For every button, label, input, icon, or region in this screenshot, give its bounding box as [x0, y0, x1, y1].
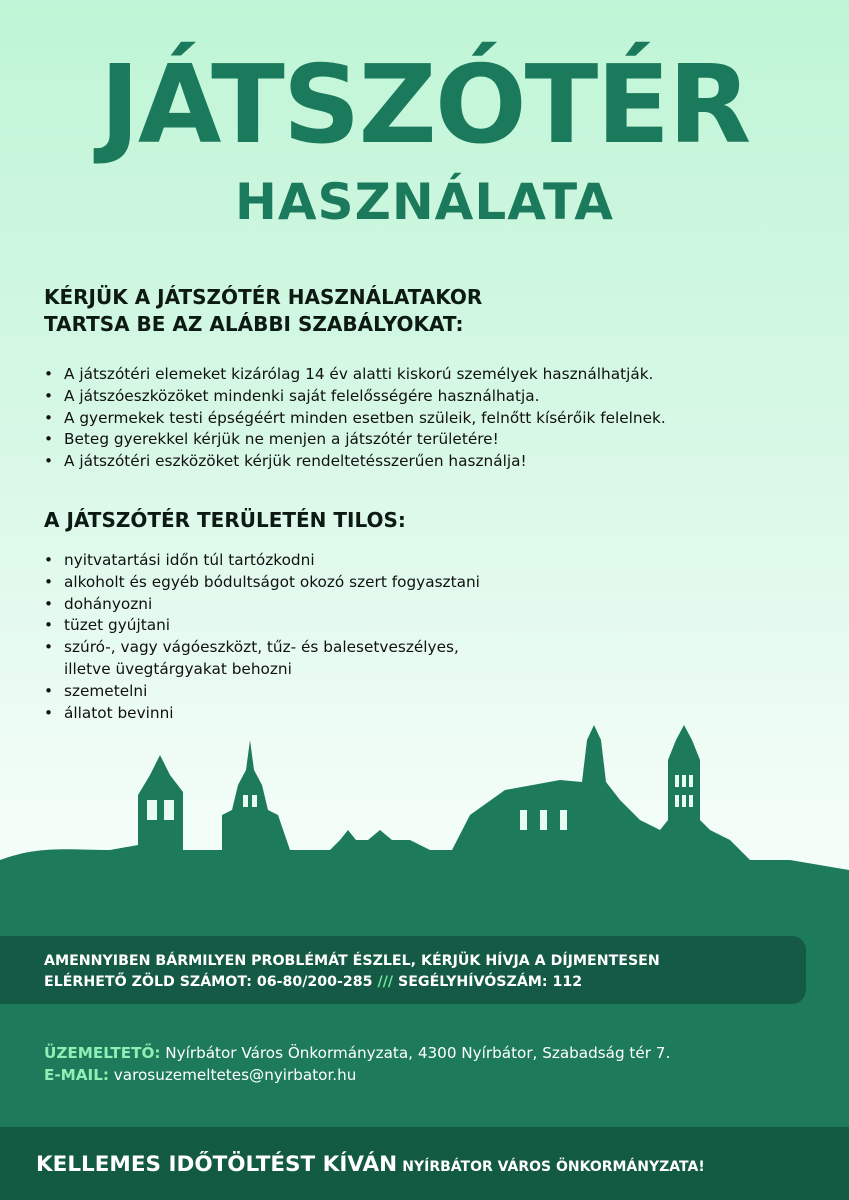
operator-label: ÜZEMELTETŐ:: [44, 1044, 161, 1062]
town-skyline-illustration: [0, 700, 849, 940]
rule-item: • A gyermekek testi épségéért minden esetben szüleik, felnőtt kísérőik felelnek.: [42, 408, 666, 430]
footer-sub: NYÍRBÁTOR VÁROS ÖNKORMÁNYZATA!: [402, 1159, 705, 1175]
email-line: [44, 1064, 356, 1086]
emergency-notice: [0, 936, 806, 1004]
rules-heading-line1: KÉRJÜK A JÁTSZÓTÉR HASZNÁLATAKOR: [44, 285, 483, 309]
email-label: E-MAIL:: [44, 1066, 109, 1084]
prohibited-item: • nyitvatartási időn túl tartózkodni: [42, 550, 480, 572]
rules-heading: [44, 284, 482, 338]
prohibited-item: • tüzet gyújtani: [42, 615, 480, 637]
prohibited-item: • szúró-, vagy vágóeszközt, tűz- és balesetveszélyes,: [42, 637, 480, 659]
rule-item: • A játszótéri elemeket kizárólag 14 év alatti kiskorú személyek használhatják.: [42, 364, 666, 386]
rule-item: • A játszóeszközöket mindenki saját felelősségére használhatja.: [42, 386, 666, 408]
operator-line: [44, 1042, 670, 1064]
prohibited-item-continuation: illetve üvegtárgyakat behozni: [64, 659, 292, 678]
emergency-number: SEGÉLYHÍVÓSZÁM: 112: [398, 974, 583, 990]
prohibited-list: [42, 550, 480, 724]
prohibited-item: • szemetelni: [42, 681, 480, 703]
operator-value: Nyírbátor Város Önkormányzata, 4300 Nyírbátor, Szabadság tér 7.: [165, 1044, 671, 1062]
footer-banner: [0, 1127, 849, 1200]
prohibited-heading: A JÁTSZÓTÉR TERÜLETÉN TILOS:: [44, 508, 406, 532]
rule-item: • Beteg gyerekkel kérjük ne menjen a játszótér területére!: [42, 429, 666, 451]
prohibited-item: • dohányozni: [42, 594, 480, 616]
rules-heading-line2: TARTSA BE AZ ALÁBBI SZABÁLYOKAT:: [44, 312, 464, 336]
page-title: JÁTSZÓTÉR: [99, 43, 750, 168]
email-value: varosuzemeltetes@nyirbator.hu: [113, 1066, 357, 1084]
rule-item: • A játszótéri eszközöket kérjük rendeltetésszerűen használja!: [42, 451, 666, 473]
notice-line1: AMENNYIBEN BÁRMILYEN PROBLÉMÁT ÉSZLEL, KÉRJÜK HÍVJA A DÍJMENTESEN: [44, 953, 660, 969]
rules-list: [42, 364, 666, 473]
page-subtitle: HASZNÁLATA: [235, 173, 614, 231]
footer-main: KELLEMES IDŐTÖLTÉST KÍVÁN: [36, 1152, 398, 1177]
green-number: ELÉRHETŐ ZÖLD SZÁMOT: 06-80/200-285: [44, 974, 373, 990]
separator-slashes: ///: [377, 974, 394, 990]
prohibited-item: • alkoholt és egyéb bódultságot okozó szert fogyasztani: [42, 572, 480, 594]
prohibited-item: • állatot bevinni: [42, 703, 480, 725]
